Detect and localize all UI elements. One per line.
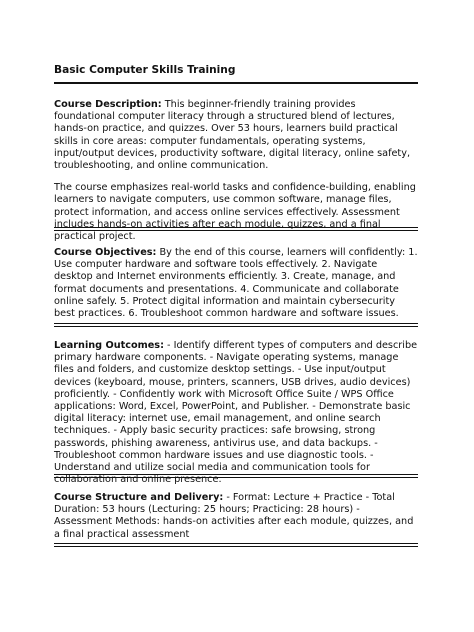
course-structure-paragraph xyxy=(54,492,418,541)
course-structure-section xyxy=(54,492,418,541)
course-objectives-section xyxy=(54,247,418,320)
course-objectives-text: By the end of this course, learners will confidently: 1. Use computer hardware and software tools effectively. 2. Navigate desktop and Internet environments efficiently. 3. Create, manage, and format documents and presentations. 4. Communicate and collaborate online safely. 5. Protect digital information and maintain cybersecurity best practices. 6. Troubleshoot common hardware and software issues. xyxy=(54,247,418,320)
course-structure-label: Course Structure and Delivery: xyxy=(54,492,224,503)
course-objectives-paragraph xyxy=(54,247,418,320)
course-description-text: This beginner-friendly training provides foundational computer literacy through a structured blend of lectures, hands-on practice, and quizzes. Over 53 hours, learners build practical skills in core areas: computer fundamentals, operating systems, input/output devices, productivity software, digital literacy, online safety, troubleshooting, and online communication. xyxy=(54,99,411,172)
course-description-paragraph-2: The course emphasizes real-world tasks and confidence-building, enabling learners to navigate computers, use common software, manage files, protect information, and access online services effectively. Assessment includes hands-on activities after each module, quizzes, and a final practical project. xyxy=(54,182,416,243)
course-description-paragraph xyxy=(54,99,418,172)
section-divider xyxy=(54,323,418,327)
learning-outcomes-paragraph xyxy=(54,340,418,486)
learning-outcomes-text: - Identify different types of computers and describe primary hardware components. - Navigate operating systems, manage files and folders, and customize desktop settings. - Use input/output devices (keyboard, mouse, printers, scanners, USB drives, audio devices) proficiently. - Confidently work with Microsoft Office Suite / WPS Office applications: Word, Excel, PowerPoint, and Publisher. - Demonstrate basic digital literacy: internet use, email management, and online search techniques. - Apply basic security practices: safe browsing, strong passwords, phishing awareness, antivirus use, and data backups. - Troubleshoot common hardware issues and use diagnostic tools. - Understand and utilize social media and communication tools for collaboration and online presence. xyxy=(54,340,418,486)
section-divider xyxy=(54,474,418,478)
learning-outcomes-section xyxy=(54,340,418,486)
course-description-section xyxy=(54,99,418,243)
course-description-label: Course Description: xyxy=(54,99,162,110)
document-title: Basic Computer Skills Training xyxy=(54,64,236,76)
title-rule xyxy=(54,82,418,84)
section-divider xyxy=(54,543,418,547)
learning-outcomes-label: Learning Outcomes: xyxy=(54,340,164,351)
section-divider xyxy=(54,227,418,231)
course-structure-text: - Format: Lecture + Practice - Total Duration: 53 hours (Lecturing: 25 hours; Practicing: 28 hours) - Assessment Methods: hands-on activities after each module, quizzes, and a final practical assessment xyxy=(54,492,414,540)
course-objectives-label: Course Objectives: xyxy=(54,247,157,258)
